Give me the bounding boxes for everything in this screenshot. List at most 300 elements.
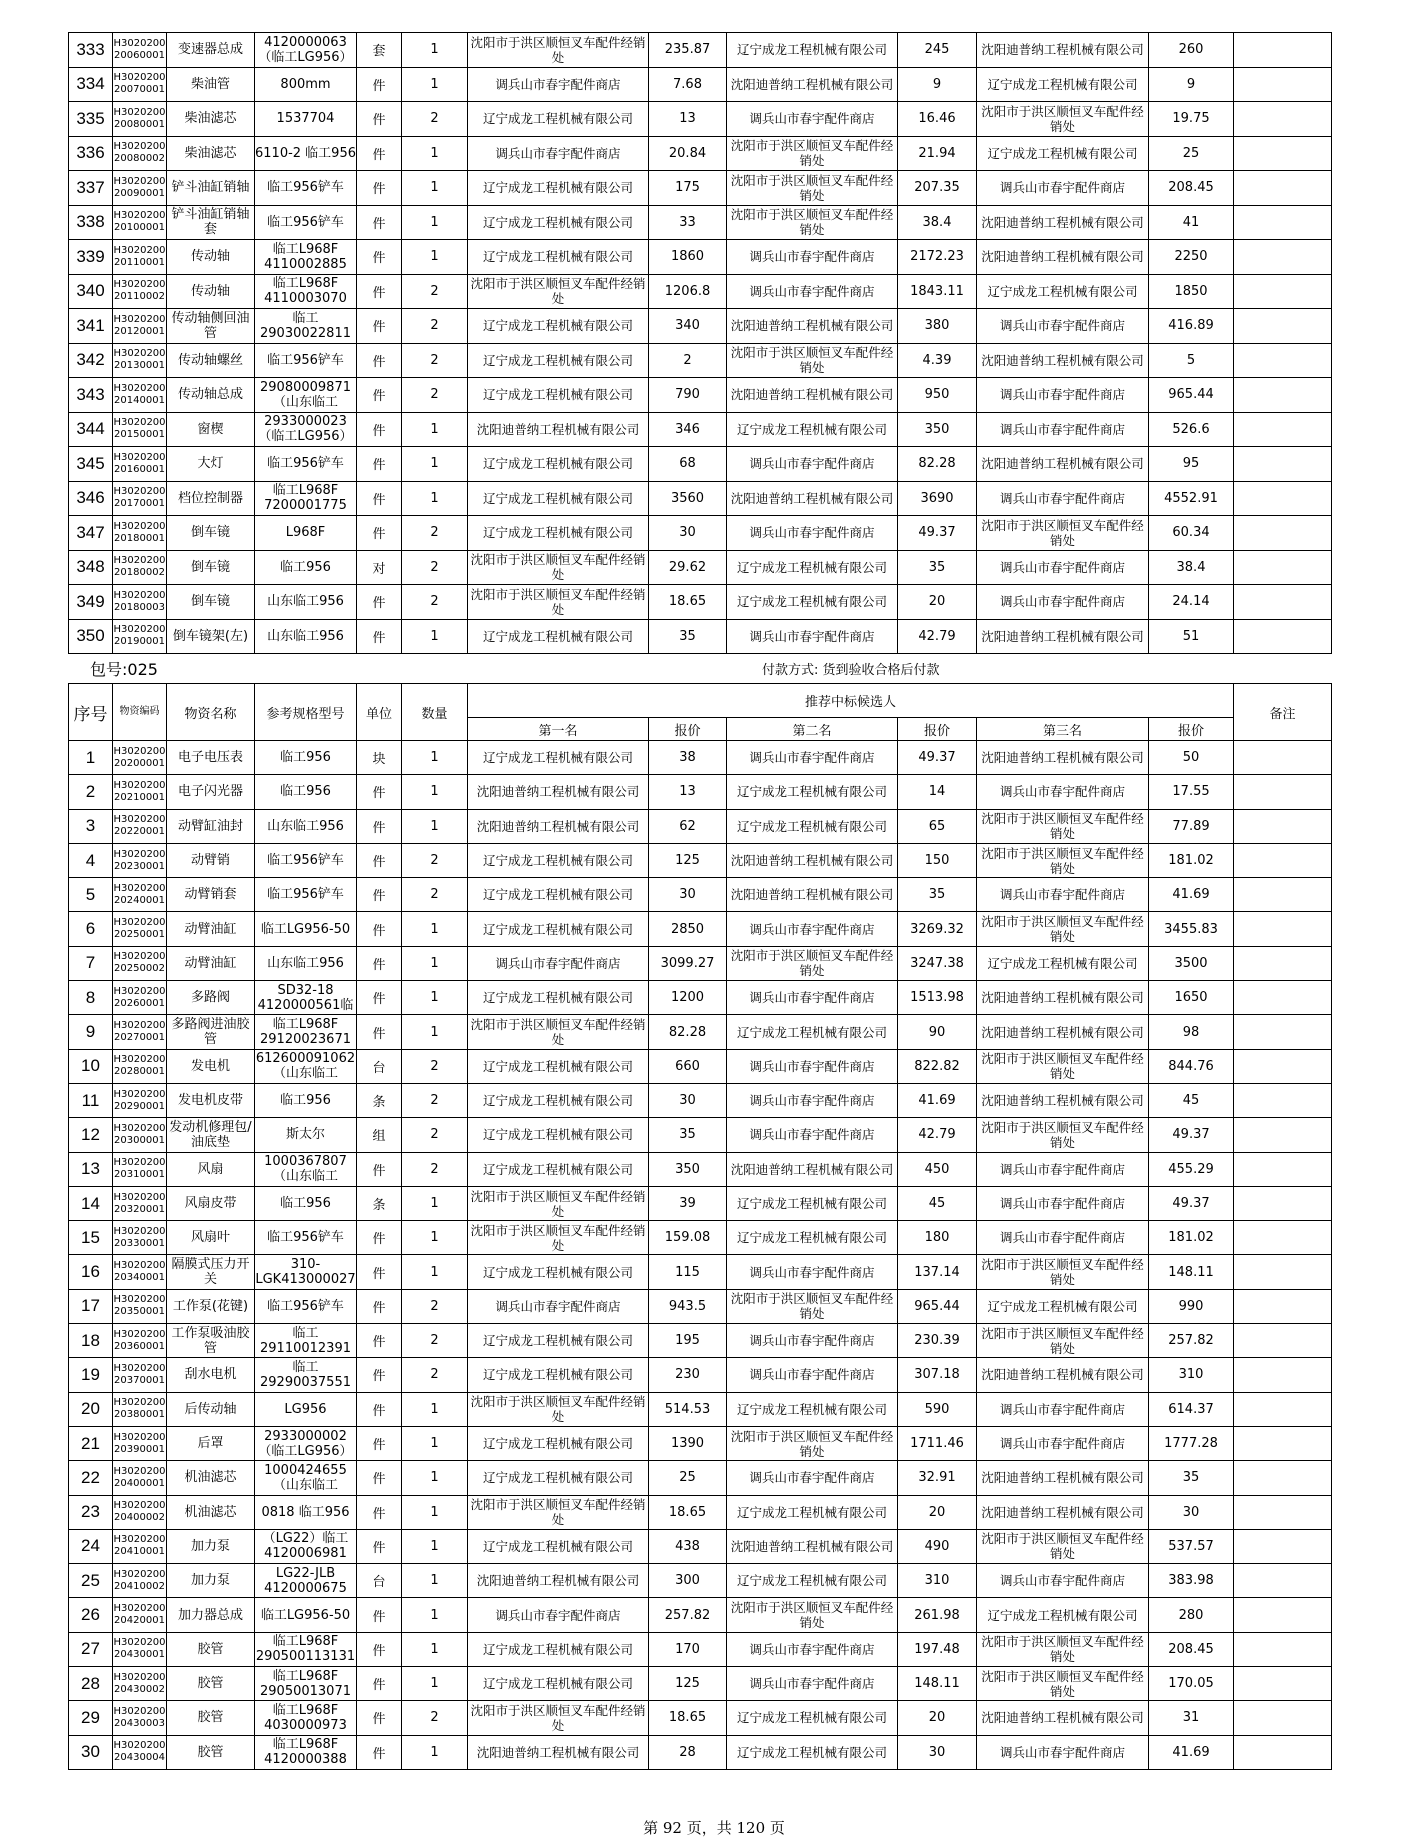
second-candidate: 调兵山市春宇配件商店	[727, 516, 898, 551]
table-row	[69, 585, 1332, 620]
row-number: 2	[69, 775, 113, 809]
first-price: 28	[649, 1735, 727, 1769]
table-row	[69, 205, 1332, 240]
unit: 件	[357, 447, 402, 482]
first-price: 7.68	[649, 67, 727, 102]
first-candidate: 辽宁成龙工程机械有限公司	[468, 843, 649, 877]
row-number: 22	[69, 1461, 113, 1495]
first-price: 1200	[649, 981, 727, 1015]
material-code: H3020200 20310001	[113, 1152, 167, 1186]
material-code: H3020200 20120001	[113, 309, 167, 344]
unit: 件	[357, 67, 402, 102]
spec-model: 800mm	[255, 67, 357, 102]
first-candidate: 辽宁成龙工程机械有限公司	[468, 1255, 649, 1289]
first-price: 33	[649, 205, 727, 240]
third-price: 181.02	[1149, 1221, 1234, 1255]
first-price: 230	[649, 1358, 727, 1392]
third-price: 965.44	[1149, 378, 1234, 413]
remark	[1234, 274, 1332, 309]
second-candidate: 沈阳市于洪区顺恒叉车配件经销处	[727, 1598, 898, 1632]
table-row	[69, 171, 1332, 206]
remark	[1234, 912, 1332, 946]
third-price: 310	[1149, 1358, 1234, 1392]
first-candidate: 辽宁成龙工程机械有限公司	[468, 1461, 649, 1495]
first-candidate: 辽宁成龙工程机械有限公司	[468, 481, 649, 516]
material-code: H3020200 20340001	[113, 1255, 167, 1289]
material-name: 风扇	[167, 1152, 255, 1186]
material-name: 电子闪光器	[167, 775, 255, 809]
table-row	[69, 1221, 1332, 1255]
row-number: 30	[69, 1735, 113, 1769]
quantity: 1	[402, 136, 468, 171]
first-candidate: 沈阳迪普纳工程机械有限公司	[468, 1564, 649, 1598]
third-candidate: 沈阳市于洪区顺恒叉车配件经销处	[977, 1049, 1149, 1083]
second-price: 3269.32	[898, 912, 977, 946]
header-code: 物资编码	[113, 684, 167, 741]
first-price: 30	[649, 878, 727, 912]
first-candidate: 辽宁成龙工程机械有限公司	[468, 1083, 649, 1117]
spec-model: 临工956铲车	[255, 171, 357, 206]
spec-model: 1000424655（山东临工	[255, 1461, 357, 1495]
material-name: 胶管	[167, 1632, 255, 1666]
second-candidate: 调兵山市春宇配件商店	[727, 741, 898, 775]
second-candidate: 沈阳迪普纳工程机械有限公司	[727, 1529, 898, 1563]
second-candidate: 沈阳迪普纳工程机械有限公司	[727, 878, 898, 912]
remark	[1234, 1392, 1332, 1426]
second-candidate: 辽宁成龙工程机械有限公司	[727, 809, 898, 843]
material-code: H3020200 20250001	[113, 912, 167, 946]
remark	[1234, 447, 1332, 482]
table-row	[69, 1564, 1332, 1598]
spec-model: 2933000023（临工LG956）	[255, 412, 357, 447]
third-candidate: 沈阳市于洪区顺恒叉车配件经销处	[977, 1529, 1149, 1563]
table-row	[69, 550, 1332, 585]
material-code: H3020200 20130001	[113, 343, 167, 378]
third-candidate: 沈阳迪普纳工程机械有限公司	[977, 1495, 1149, 1529]
row-number: 338	[69, 205, 113, 240]
first-candidate: 辽宁成龙工程机械有限公司	[468, 343, 649, 378]
third-candidate: 调兵山市春宇配件商店	[977, 1186, 1149, 1220]
material-name: 动臂油缸	[167, 912, 255, 946]
unit: 件	[357, 981, 402, 1015]
first-price: 350	[649, 1152, 727, 1186]
table-row	[69, 378, 1332, 413]
table-row	[69, 1083, 1332, 1117]
second-candidate: 调兵山市春宇配件商店	[727, 619, 898, 654]
header-qty: 数量	[402, 684, 468, 741]
unit: 件	[357, 619, 402, 654]
third-candidate: 沈阳市于洪区顺恒叉车配件经销处	[977, 809, 1149, 843]
row-number: 340	[69, 274, 113, 309]
second-candidate: 调兵山市春宇配件商店	[727, 1324, 898, 1358]
table-row	[69, 1186, 1332, 1220]
third-price: 1777.28	[1149, 1426, 1234, 1460]
material-code: H3020200 20200001	[113, 741, 167, 775]
material-name: 铲斗油缸销轴	[167, 171, 255, 206]
payment-terms: 付款方式: 货到验收合格后付款	[762, 663, 940, 678]
quantity: 2	[402, 550, 468, 585]
table-row	[69, 136, 1332, 171]
material-code: H3020200 20400002	[113, 1495, 167, 1529]
row-number: 19	[69, 1358, 113, 1392]
second-candidate: 沈阳市于洪区顺恒叉车配件经销处	[727, 171, 898, 206]
second-candidate: 调兵山市春宇配件商店	[727, 1118, 898, 1152]
header-seq: 序号	[69, 684, 113, 741]
third-price: 41.69	[1149, 878, 1234, 912]
third-candidate: 沈阳市于洪区顺恒叉车配件经销处	[977, 1667, 1149, 1701]
remark	[1234, 1598, 1332, 1632]
material-code: H3020200 20100001	[113, 205, 167, 240]
unit: 件	[357, 809, 402, 843]
quantity: 2	[402, 516, 468, 551]
third-price: 208.45	[1149, 1632, 1234, 1666]
remark	[1234, 1186, 1332, 1220]
first-price: 82.28	[649, 1015, 727, 1049]
quantity: 2	[402, 1289, 468, 1323]
row-number: 7	[69, 946, 113, 980]
second-candidate: 调兵山市春宇配件商店	[727, 102, 898, 137]
third-candidate: 调兵山市春宇配件商店	[977, 481, 1149, 516]
row-number: 25	[69, 1564, 113, 1598]
unit: 件	[357, 1152, 402, 1186]
material-code: H3020200 20210001	[113, 775, 167, 809]
third-candidate: 沈阳迪普纳工程机械有限公司	[977, 205, 1149, 240]
second-price: 49.37	[898, 741, 977, 775]
second-price: 82.28	[898, 447, 977, 482]
first-candidate: 辽宁成龙工程机械有限公司	[468, 912, 649, 946]
table-row	[69, 1598, 1332, 1632]
first-price: 35	[649, 619, 727, 654]
first-candidate: 沈阳市于洪区顺恒叉车配件经销处	[468, 33, 649, 68]
unit: 件	[357, 878, 402, 912]
second-candidate: 沈阳市于洪区顺恒叉车配件经销处	[727, 136, 898, 171]
second-price: 380	[898, 309, 977, 344]
row-number: 17	[69, 1289, 113, 1323]
material-code: H3020200 20090001	[113, 171, 167, 206]
unit: 件	[357, 1289, 402, 1323]
third-candidate: 辽宁成龙工程机械有限公司	[977, 67, 1149, 102]
second-candidate: 沈阳市于洪区顺恒叉车配件经销处	[727, 343, 898, 378]
unit: 件	[357, 274, 402, 309]
second-price: 965.44	[898, 1289, 977, 1323]
first-candidate: 沈阳市于洪区顺恒叉车配件经销处	[468, 1221, 649, 1255]
second-price: 180	[898, 1221, 977, 1255]
spec-model: 临工L968F 4110003070	[255, 274, 357, 309]
material-code: H3020200 20180003	[113, 585, 167, 620]
remark	[1234, 741, 1332, 775]
unit: 件	[357, 912, 402, 946]
material-code: H3020200 20180002	[113, 550, 167, 585]
first-price: 115	[649, 1255, 727, 1289]
table-row	[69, 878, 1332, 912]
material-name: 发电机皮带	[167, 1083, 255, 1117]
second-candidate: 沈阳市于洪区顺恒叉车配件经销处	[727, 1426, 898, 1460]
material-code: H3020200 20250002	[113, 946, 167, 980]
third-candidate: 沈阳迪普纳工程机械有限公司	[977, 1083, 1149, 1117]
quantity: 1	[402, 1221, 468, 1255]
quantity: 1	[402, 1015, 468, 1049]
third-price: 98	[1149, 1015, 1234, 1049]
third-candidate: 沈阳迪普纳工程机械有限公司	[977, 1358, 1149, 1392]
third-candidate: 沈阳市于洪区顺恒叉车配件经销处	[977, 102, 1149, 137]
spec-model: 6110-2 临工956	[255, 136, 357, 171]
items-table-package-025	[68, 683, 1332, 1770]
spec-model: 临工956铲车	[255, 1289, 357, 1323]
unit: 件	[357, 1701, 402, 1735]
first-price: 175	[649, 171, 727, 206]
second-candidate: 沈阳市于洪区顺恒叉车配件经销处	[727, 946, 898, 980]
spec-model: 29080009871（山东临工	[255, 378, 357, 413]
material-name: 多路阀	[167, 981, 255, 1015]
row-number: 12	[69, 1118, 113, 1152]
spec-model: 0818 临工956	[255, 1495, 357, 1529]
material-code: H3020200 20190001	[113, 619, 167, 654]
second-price: 20	[898, 585, 977, 620]
table-row	[69, 619, 1332, 654]
remark	[1234, 585, 1332, 620]
quantity: 2	[402, 878, 468, 912]
remark	[1234, 516, 1332, 551]
remark	[1234, 33, 1332, 68]
second-candidate: 辽宁成龙工程机械有限公司	[727, 1186, 898, 1220]
third-price: 1850	[1149, 274, 1234, 309]
first-price: 20.84	[649, 136, 727, 171]
quantity: 1	[402, 946, 468, 980]
quantity: 1	[402, 171, 468, 206]
remark	[1234, 1735, 1332, 1769]
remark	[1234, 1118, 1332, 1152]
table-row	[69, 843, 1332, 877]
second-price: 450	[898, 1152, 977, 1186]
third-price: 280	[1149, 1598, 1234, 1632]
quantity: 1	[402, 447, 468, 482]
row-number: 343	[69, 378, 113, 413]
spec-model: 山东临工956	[255, 809, 357, 843]
second-price: 2172.23	[898, 240, 977, 275]
first-candidate: 辽宁成龙工程机械有限公司	[468, 516, 649, 551]
third-price: 60.34	[1149, 516, 1234, 551]
spec-model: 临工956铲车	[255, 343, 357, 378]
table-row	[69, 67, 1332, 102]
third-price: 50	[1149, 741, 1234, 775]
first-candidate: 辽宁成龙工程机械有限公司	[468, 1426, 649, 1460]
third-candidate: 调兵山市春宇配件商店	[977, 1221, 1149, 1255]
second-price: 38.4	[898, 205, 977, 240]
row-number: 27	[69, 1632, 113, 1666]
second-price: 150	[898, 843, 977, 877]
table-row	[69, 1701, 1332, 1735]
material-name: 倒车镜	[167, 585, 255, 620]
page-footer: 第 92 页，共 120 页	[643, 1819, 785, 1837]
unit: 件	[357, 775, 402, 809]
first-price: 1860	[649, 240, 727, 275]
second-candidate: 沈阳迪普纳工程机械有限公司	[727, 378, 898, 413]
material-name: 发电机	[167, 1049, 255, 1083]
table-row	[69, 516, 1332, 551]
row-number: 339	[69, 240, 113, 275]
table-row	[69, 741, 1332, 775]
first-candidate: 辽宁成龙工程机械有限公司	[468, 447, 649, 482]
second-candidate: 辽宁成龙工程机械有限公司	[727, 585, 898, 620]
third-price: 35	[1149, 1461, 1234, 1495]
row-number: 342	[69, 343, 113, 378]
second-price: 148.11	[898, 1667, 977, 1701]
package-number: 包号:025	[90, 660, 158, 679]
second-candidate: 调兵山市春宇配件商店	[727, 447, 898, 482]
spec-model: 临工L968F 29120023671	[255, 1015, 357, 1049]
second-candidate: 沈阳迪普纳工程机械有限公司	[727, 481, 898, 516]
spec-model: 2933000002（临工LG956）	[255, 1426, 357, 1460]
material-code: H3020200 20170001	[113, 481, 167, 516]
table-row	[69, 309, 1332, 344]
first-candidate: 辽宁成龙工程机械有限公司	[468, 240, 649, 275]
unit: 条	[357, 1186, 402, 1220]
table-row	[69, 946, 1332, 980]
unit: 件	[357, 412, 402, 447]
second-price: 310	[898, 1564, 977, 1598]
second-candidate: 辽宁成龙工程机械有限公司	[727, 1221, 898, 1255]
row-number: 15	[69, 1221, 113, 1255]
second-candidate: 调兵山市春宇配件商店	[727, 1083, 898, 1117]
material-code: H3020200 20060001	[113, 33, 167, 68]
material-name: 柴油管	[167, 67, 255, 102]
material-code: H3020200 20430001	[113, 1632, 167, 1666]
second-candidate: 沈阳迪普纳工程机械有限公司	[727, 1152, 898, 1186]
material-name: 传动轴侧回油管	[167, 309, 255, 344]
material-code: H3020200 20360001	[113, 1324, 167, 1358]
second-price: 20	[898, 1701, 977, 1735]
second-price: 1711.46	[898, 1426, 977, 1460]
remark	[1234, 809, 1332, 843]
first-candidate: 沈阳迪普纳工程机械有限公司	[468, 775, 649, 809]
third-candidate: 调兵山市春宇配件商店	[977, 878, 1149, 912]
material-name: 刮水电机	[167, 1358, 255, 1392]
material-code: H3020200 20410002	[113, 1564, 167, 1598]
quantity: 1	[402, 1495, 468, 1529]
remark	[1234, 205, 1332, 240]
quantity: 1	[402, 1667, 468, 1701]
spec-model: 临工956铲车	[255, 447, 357, 482]
third-candidate: 调兵山市春宇配件商店	[977, 1426, 1149, 1460]
spec-model: 临工956铲车	[255, 205, 357, 240]
second-candidate: 辽宁成龙工程机械有限公司	[727, 1392, 898, 1426]
remark	[1234, 67, 1332, 102]
remark	[1234, 1289, 1332, 1323]
row-number: 18	[69, 1324, 113, 1358]
unit: 套	[357, 33, 402, 68]
row-number: 335	[69, 102, 113, 137]
second-candidate: 沈阳市于洪区顺恒叉车配件经销处	[727, 1289, 898, 1323]
table-row	[69, 1118, 1332, 1152]
spec-model: 临工956	[255, 741, 357, 775]
remark	[1234, 619, 1332, 654]
first-candidate: 沈阳市于洪区顺恒叉车配件经销处	[468, 585, 649, 620]
spec-model: LG22-JLB 4120000675	[255, 1564, 357, 1598]
first-price: 35	[649, 1118, 727, 1152]
third-candidate: 调兵山市春宇配件商店	[977, 412, 1149, 447]
first-candidate: 辽宁成龙工程机械有限公司	[468, 981, 649, 1015]
spec-model: 临工956	[255, 550, 357, 585]
spec-model: 4120000063（临工LG956）	[255, 33, 357, 68]
header-remark: 备注	[1234, 684, 1332, 741]
table-row	[69, 33, 1332, 68]
spec-model: 临工956铲车	[255, 1221, 357, 1255]
row-number: 349	[69, 585, 113, 620]
first-price: 2	[649, 343, 727, 378]
table-row	[69, 1529, 1332, 1563]
row-number: 6	[69, 912, 113, 946]
third-candidate: 沈阳迪普纳工程机械有限公司	[977, 1015, 1149, 1049]
second-price: 307.18	[898, 1358, 977, 1392]
second-candidate: 辽宁成龙工程机械有限公司	[727, 1701, 898, 1735]
material-code: H3020200 20420001	[113, 1598, 167, 1632]
remark	[1234, 1152, 1332, 1186]
row-number: 341	[69, 309, 113, 344]
quantity: 1	[402, 1598, 468, 1632]
third-candidate: 沈阳迪普纳工程机械有限公司	[977, 447, 1149, 482]
second-price: 137.14	[898, 1255, 977, 1289]
material-code: H3020200 20390001	[113, 1426, 167, 1460]
second-price: 822.82	[898, 1049, 977, 1083]
spec-model: 临工 29030022811	[255, 309, 357, 344]
second-candidate: 辽宁成龙工程机械有限公司	[727, 550, 898, 585]
quantity: 1	[402, 912, 468, 946]
second-price: 245	[898, 33, 977, 68]
remark	[1234, 378, 1332, 413]
third-price: 208.45	[1149, 171, 1234, 206]
first-price: 790	[649, 378, 727, 413]
unit: 件	[357, 1529, 402, 1563]
first-candidate: 沈阳市于洪区顺恒叉车配件经销处	[468, 1392, 649, 1426]
third-price: 2250	[1149, 240, 1234, 275]
first-price: 514.53	[649, 1392, 727, 1426]
second-price: 261.98	[898, 1598, 977, 1632]
quantity: 2	[402, 585, 468, 620]
second-candidate: 沈阳市于洪区顺恒叉车配件经销处	[727, 205, 898, 240]
quantity: 2	[402, 1324, 468, 1358]
second-candidate: 辽宁成龙工程机械有限公司	[727, 1015, 898, 1049]
spec-model: LG956	[255, 1392, 357, 1426]
material-code: H3020200 20080002	[113, 136, 167, 171]
remark	[1234, 412, 1332, 447]
material-name: 倒车镜	[167, 550, 255, 585]
table-row	[69, 1667, 1332, 1701]
third-candidate: 调兵山市春宇配件商店	[977, 775, 1149, 809]
first-price: 235.87	[649, 33, 727, 68]
row-number: 24	[69, 1529, 113, 1563]
third-candidate: 辽宁成龙工程机械有限公司	[977, 136, 1149, 171]
second-price: 230.39	[898, 1324, 977, 1358]
spec-model: SD32-18 4120000561临	[255, 981, 357, 1015]
second-price: 30	[898, 1735, 977, 1769]
spec-model: 1537704	[255, 102, 357, 137]
quantity: 1	[402, 205, 468, 240]
spec-model: 临工956	[255, 1083, 357, 1117]
remark	[1234, 550, 1332, 585]
spec-model: 310-LGK413000027	[255, 1255, 357, 1289]
material-code: H3020200 20180001	[113, 516, 167, 551]
quantity: 2	[402, 1083, 468, 1117]
spec-model: （LG22）临工 4120006981	[255, 1529, 357, 1563]
table-row	[69, 412, 1332, 447]
quantity: 1	[402, 1632, 468, 1666]
third-price: 537.57	[1149, 1529, 1234, 1563]
unit: 件	[357, 516, 402, 551]
header-first: 第一名	[468, 718, 649, 741]
table-row	[69, 1255, 1332, 1289]
row-number: 5	[69, 878, 113, 912]
third-price: 25	[1149, 136, 1234, 171]
